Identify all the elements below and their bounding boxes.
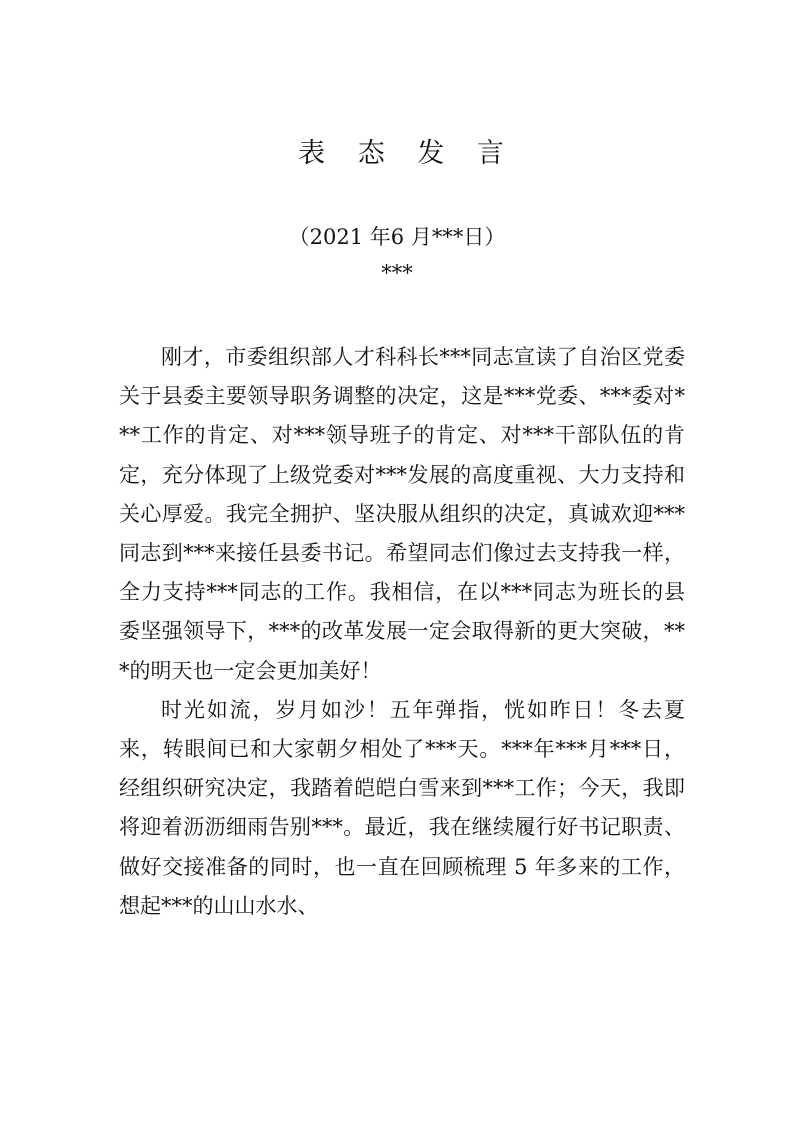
paragraph: 刚才，市委组织部人才科科长***同志宣读了自治区党委关于县委主要领导职务调整的决定，这是***党委、***委对***工作的肯定、对***领导班子的肯定、对***干部队伍的肯定，充分体现了上级党委对***发展的高度重视、大力支持和关心厚爱。我完全拥护、坚决服从组织的决定，真诚欢迎***同志到***来接任县委书记。希望同志们像过去支持我一样，全力支持***同志的工作。我相信，在以***同志为班长的县委坚强领导下，***的改革发展一定会取得新的更大突破，***的明天也一定会更加美好！ [119,345,685,683]
document-date: （2021 年6 月***日） [288,225,506,249]
document-body [119,338,685,926]
document-author: *** [381,261,413,285]
paragraph: 时光如流，岁月如沙！五年弹指，恍如昨日！冬去夏来，转眼间已和大家朝夕相处了***天。***年***月***日，经组织研究决定，我踏着皑皑白雪来到***工作；今天，我即将迎着沥沥细雨告别***。最近，我在继续履行好书记职责、做好交接准备的同时，也一直在回顾梳理 5 年多来的工作，想起***的山山水水、 [119,697,685,918]
document-title: 表 态 发 言 [298,138,516,169]
